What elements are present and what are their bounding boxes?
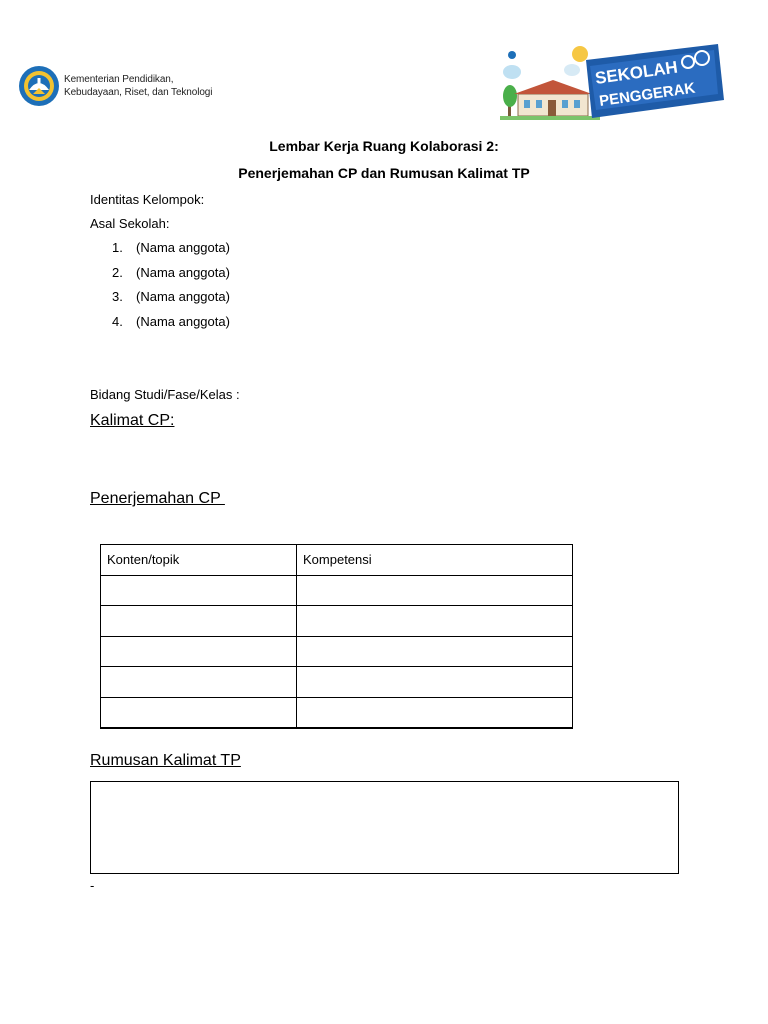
list-item [112, 289, 230, 314]
document-title-line1: Lembar Kerja Ruang Kolaborasi 2: [269, 138, 499, 154]
kalimat-cp-heading: Kalimat CP: [90, 412, 175, 429]
list-item [112, 240, 230, 265]
tut-wuri-emblem-icon [18, 64, 60, 108]
penerjemahan-cp-table [100, 544, 573, 729]
ministry-logo [18, 64, 212, 108]
list-number: 3. [112, 289, 123, 305]
table-row [101, 667, 573, 698]
member-name-placeholder: (Nama anggota) [136, 289, 230, 305]
table-cell[interactable] [297, 636, 573, 667]
column-header-konten: Konten/topik [101, 545, 297, 576]
ministry-line1: Kementerian Pendidikan, [64, 74, 174, 85]
table-cell[interactable] [297, 667, 573, 698]
list-number: 4. [112, 313, 123, 329]
list-item [112, 265, 230, 290]
table-row [101, 606, 573, 637]
brand-line1: SEKOLAH [593, 57, 679, 88]
table-cell[interactable] [297, 697, 573, 728]
document-title-line2: Penerjemahan CP dan Rumusan Kalimat TP [238, 165, 530, 181]
rumusan-tp-heading: Rumusan Kalimat TP [90, 752, 241, 769]
table-cell[interactable] [101, 667, 297, 698]
list-item [112, 314, 230, 339]
table-row [101, 636, 573, 667]
sun-icon [572, 46, 588, 62]
ministry-line2: Kebudayaan, Riset, dan Teknologi [64, 87, 213, 98]
member-name-placeholder: (Nama anggota) [136, 313, 230, 329]
member-name-placeholder: (Nama anggota) [136, 264, 230, 280]
table-header-row [101, 545, 573, 576]
brand-line2: PENGGERAK [598, 79, 697, 110]
cloud-icon [503, 65, 521, 79]
table-row [101, 575, 573, 606]
tree-icon [503, 85, 517, 107]
table-cell[interactable] [101, 636, 297, 667]
sekolah-penggerak-logo [500, 44, 726, 122]
table-cell[interactable] [101, 575, 297, 606]
member-list [112, 240, 230, 338]
member-name-placeholder: (Nama anggota) [136, 240, 230, 255]
list-number: 1. [112, 240, 123, 255]
table-row [101, 697, 573, 728]
bidang-studi-label: Bidang Studi/Fase/Kelas : [90, 387, 240, 402]
table-cell[interactable] [101, 606, 297, 637]
trailing-dash: - [90, 878, 95, 893]
table-cell[interactable] [297, 575, 573, 606]
asal-sekolah-label: Asal Sekolah: [90, 216, 170, 231]
identitas-kelompok-label: Identitas Kelompok: [90, 192, 205, 207]
table-cell[interactable] [101, 697, 297, 728]
penerjemahan-cp-heading: Penerjemahan CP [90, 490, 225, 507]
ministry-name [64, 73, 212, 99]
table-cell[interactable] [297, 606, 573, 637]
list-number: 2. [112, 264, 123, 280]
column-header-kompetensi: Kompetensi [297, 545, 573, 576]
rumusan-tp-box[interactable] [90, 781, 679, 874]
